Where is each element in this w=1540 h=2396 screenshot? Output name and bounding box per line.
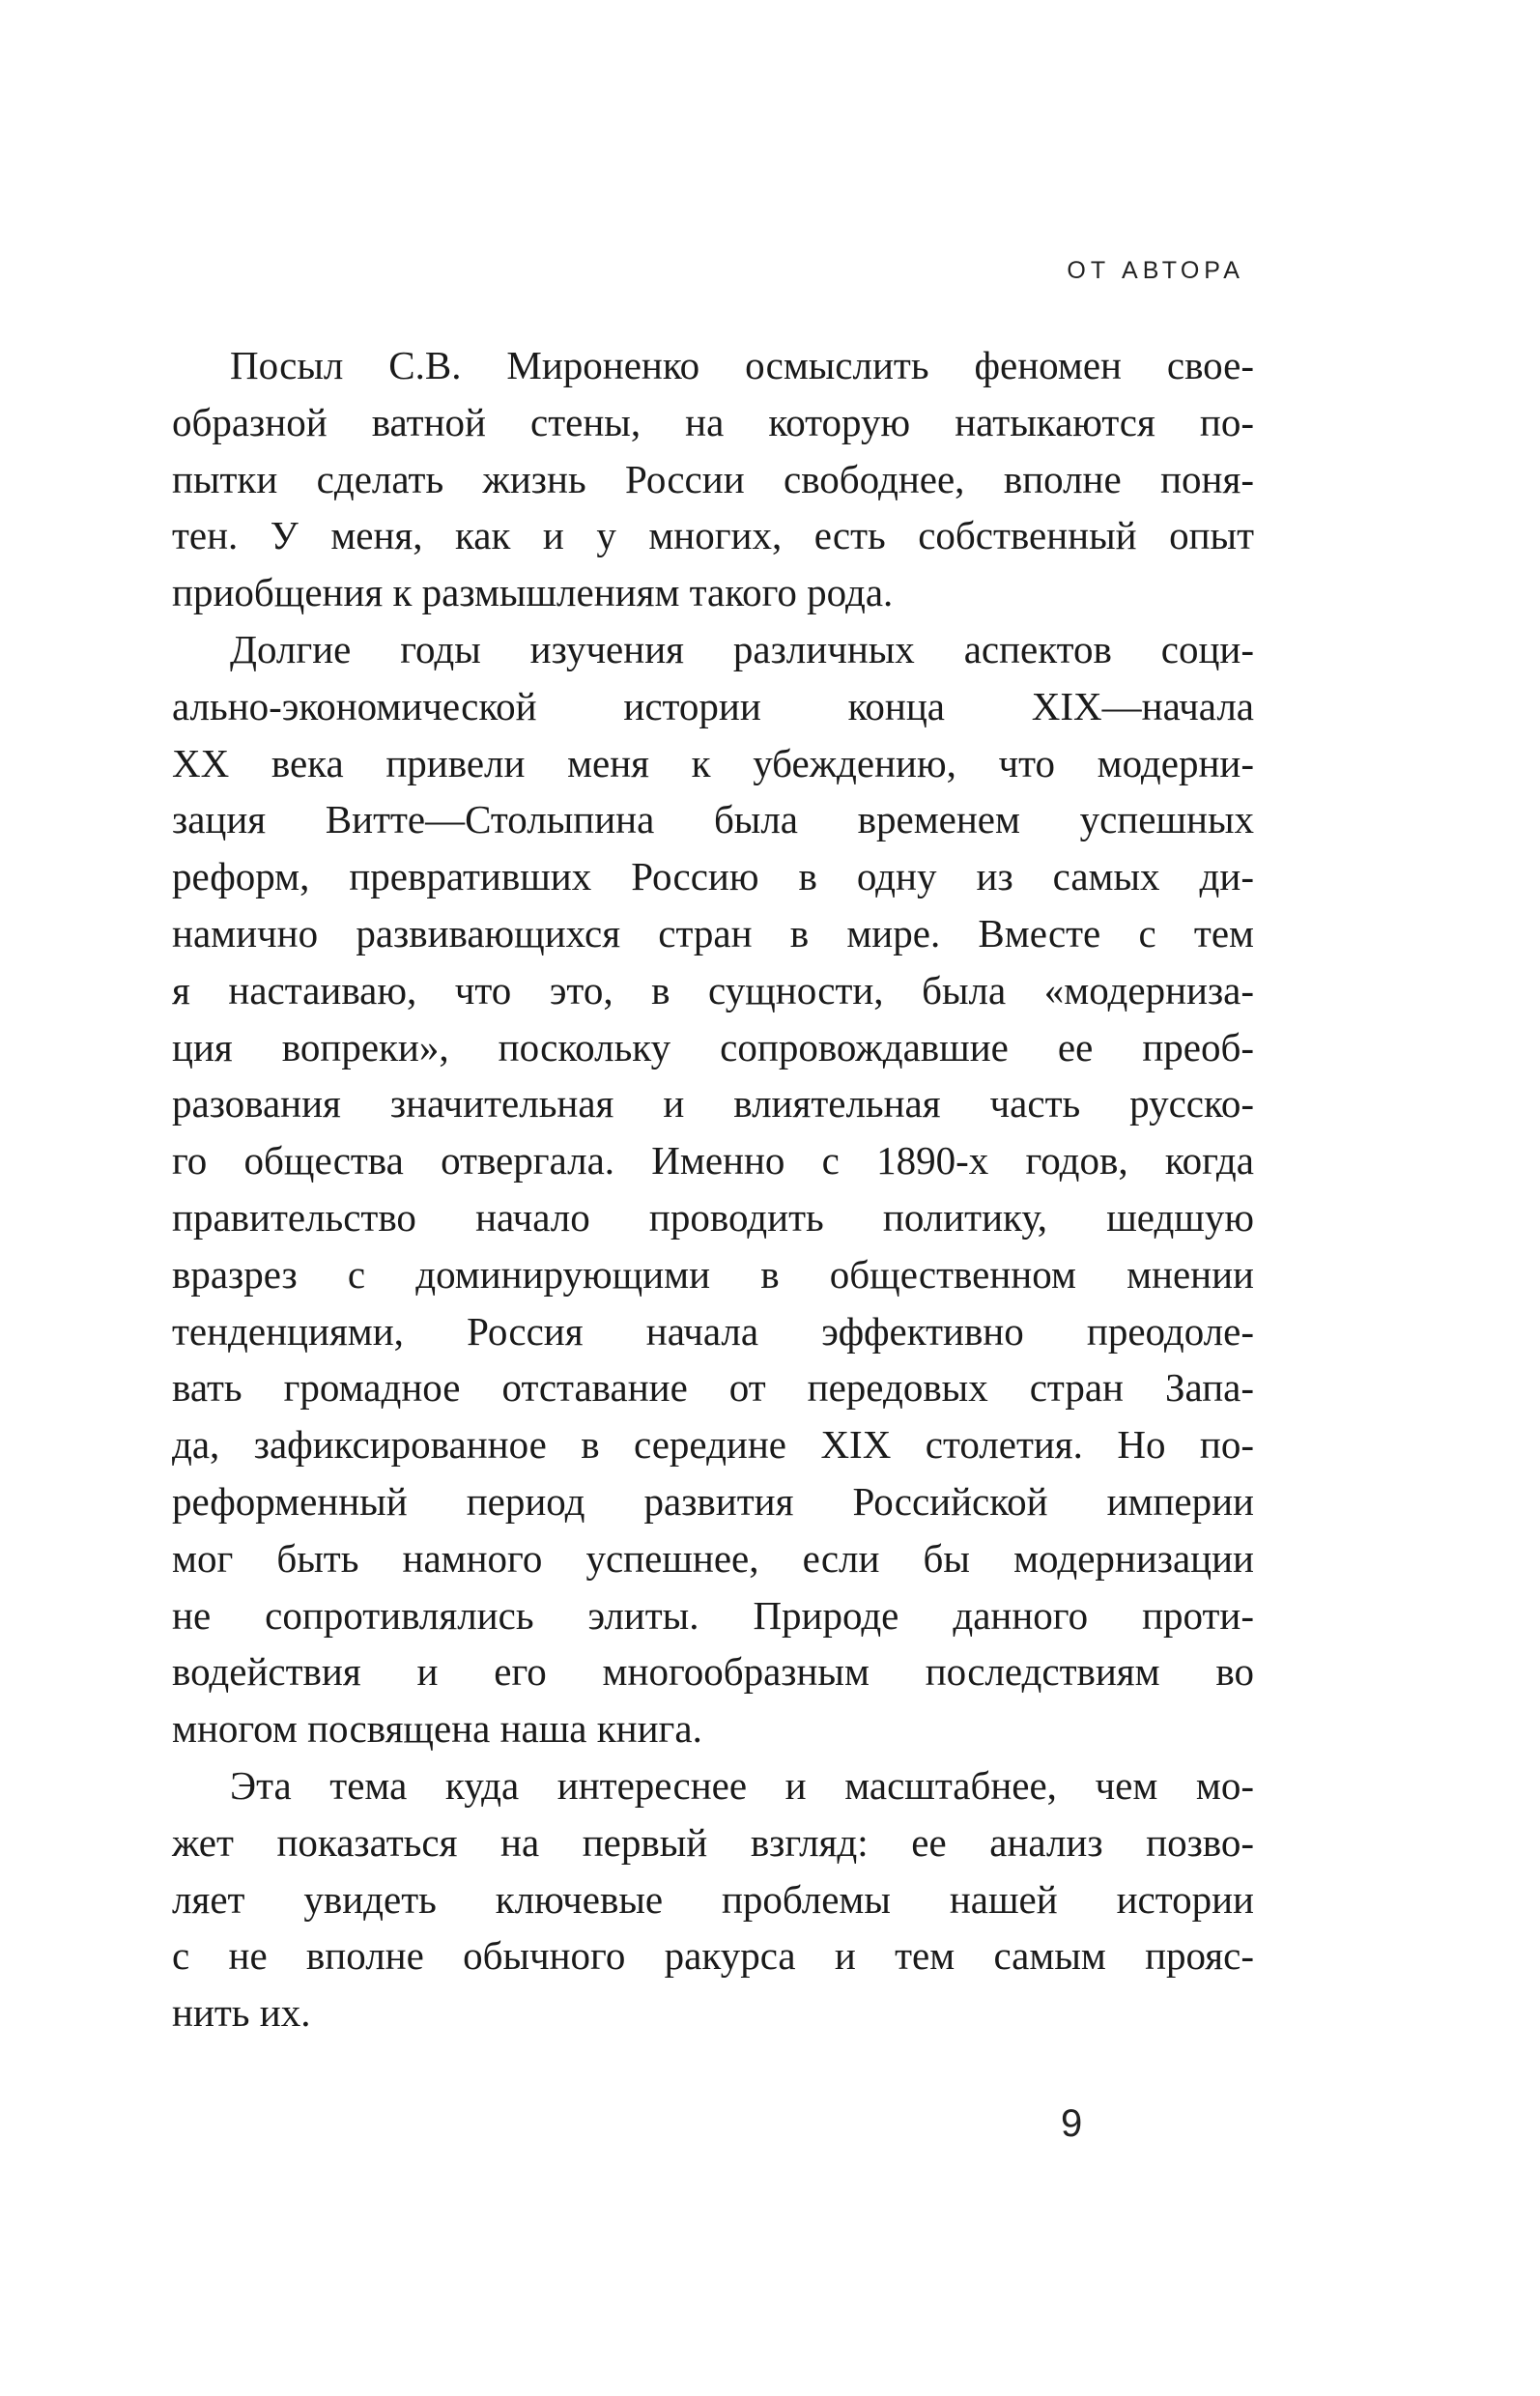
text-line: ляет увидеть ключевые проблемы нашей истории bbox=[172, 1876, 1254, 1922]
text-line: вразрез с доминирующими в общественном мнении bbox=[172, 1251, 1254, 1297]
text-line: пытки сделать жизнь России свободнее, вполне поня- bbox=[172, 456, 1254, 501]
text-line: многом посвящена наша книга. bbox=[172, 1706, 702, 1752]
text-line: тен. У меня, как и у многих, есть собственный опыт bbox=[172, 513, 1254, 558]
text-line: ально-экономической истории конца XIX—начала bbox=[172, 683, 1254, 728]
text-line: Эта тема куда интереснее и масштабнее, чем мо- bbox=[230, 1762, 1254, 1808]
paragraph bbox=[172, 621, 1254, 1757]
text-line: Долгие годы изучения различных аспектов соци- bbox=[230, 626, 1254, 671]
text-line: жет показаться на первый взгляд: ее анализ позво- bbox=[172, 1819, 1254, 1865]
text-line: я настаиваю, что это, в сущности, была «модерниза- bbox=[172, 967, 1254, 1013]
text-line: го общества отвергала. Именно с 1890-х годов, когда bbox=[172, 1138, 1254, 1184]
text-line: ция вопреки», поскольку сопровождавшие ее преоб- bbox=[172, 1024, 1254, 1070]
running-header: ОТ АВТОРА bbox=[1067, 257, 1244, 284]
text-line: Посыл С.В. Мироненко осмыслить феномен свое- bbox=[230, 343, 1254, 387]
text-line: приобщения к размышлениям такого рода. bbox=[172, 570, 894, 615]
text-line: реформенный период развития Российской империи bbox=[172, 1478, 1254, 1524]
page-number: 9 bbox=[1061, 2102, 1083, 2145]
text-line: мог быть намного успешнее, если бы модернизации bbox=[172, 1535, 1254, 1581]
text-line: вать громадное отставание от передовых стран Запа- bbox=[172, 1365, 1254, 1411]
text-line: XX века привели меня к убеждению, что модерни- bbox=[172, 740, 1254, 785]
text-line: реформ, превративших Россию в одну из самых ди- bbox=[172, 854, 1254, 899]
text-line: тенденциями, Россия начала эффективно преодоле- bbox=[172, 1308, 1254, 1354]
text-line: не сопротивлялись элиты. Природе данного проти- bbox=[172, 1592, 1254, 1638]
text-line: намично развивающихся стран в мире. Вместе с тем bbox=[172, 910, 1254, 956]
paragraph bbox=[172, 1757, 1254, 2041]
text-line: водействия и его многообразным последствиям во bbox=[172, 1649, 1254, 1695]
text-line: да, зафиксированное в середине XIX столетия. Но по- bbox=[172, 1422, 1254, 1468]
text-line: нить их. bbox=[172, 1990, 311, 2036]
text-line: зация Витте—Столыпина была временем успешных bbox=[172, 797, 1254, 842]
text-line: разования значительная и влиятельная часть русско- bbox=[172, 1081, 1254, 1127]
paragraph bbox=[172, 337, 1254, 621]
text-line: с не вполне обычного ракурса и тем самым прояс- bbox=[172, 1933, 1254, 1979]
text-line: образной ватной стены, на которую натыкаются по- bbox=[172, 399, 1254, 444]
body-text bbox=[172, 337, 1254, 2041]
text-line: правительство начало проводить политику, шедшую bbox=[172, 1194, 1254, 1240]
